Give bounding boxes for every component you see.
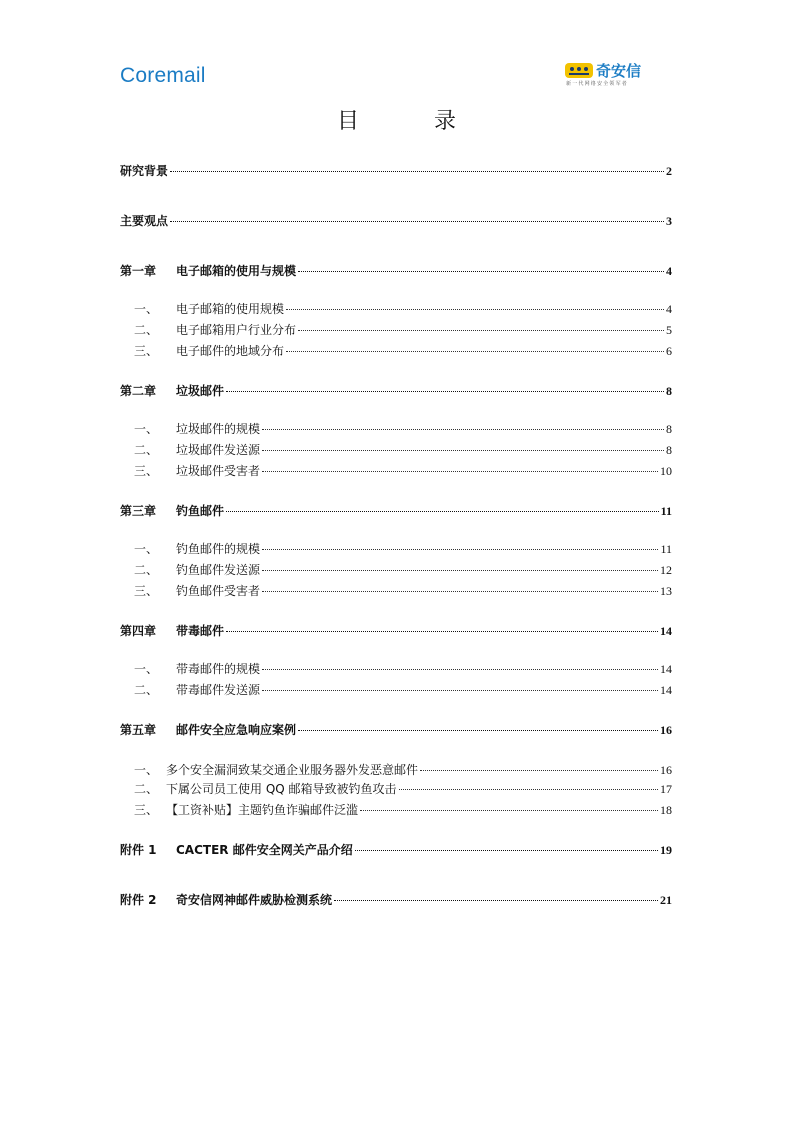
toc-entry-page-number: 13 — [660, 584, 672, 598]
toc-entry-number: 二、 — [134, 563, 159, 577]
toc-section-entry[interactable] — [134, 561, 672, 577]
toc-dot-leader — [355, 850, 658, 851]
toc-dot-leader — [262, 549, 658, 550]
toc-dot-leader — [170, 171, 664, 172]
toc-section-entry[interactable] — [134, 780, 672, 796]
toc-entry-page-number: 16 — [660, 723, 672, 737]
toc-chapter-entry[interactable] — [120, 891, 672, 907]
qianxin-logo-name: 奇安信 — [596, 62, 642, 80]
toc-chapter-entry[interactable] — [120, 841, 672, 857]
toc-entry-title: 电子邮箱的使用与规模 — [176, 264, 297, 278]
toc-entry-page-number: 5 — [666, 323, 672, 337]
toc-chapter-entry[interactable] — [120, 502, 672, 518]
toc-entry-title: 【工资补贴】主题钓鱼诈骗邮件泛滥 — [166, 803, 359, 817]
toc-entry-title: 下属公司员工使用 QQ 邮箱导致被钓鱼攻击 — [166, 782, 397, 796]
toc-entry-title: 奇安信网神邮件威胁检测系统 — [176, 893, 333, 907]
toc-entry-page-number: 14 — [660, 624, 672, 638]
toc-entry-title: 钓鱼邮件受害者 — [176, 584, 261, 598]
toc-entry-number: 一、 — [134, 662, 159, 676]
toc-dot-leader — [334, 900, 658, 901]
toc-entry-title: 电子邮箱的使用规模 — [176, 302, 285, 316]
toc-dot-leader — [298, 330, 664, 331]
toc-dot-leader — [360, 810, 658, 811]
toc-chapter-entry[interactable] — [120, 382, 672, 398]
toc-entry-number: 第五章 — [120, 723, 157, 737]
toc-dot-leader — [298, 271, 664, 272]
toc-entry-number: 三、 — [134, 464, 159, 478]
toc-entry-title: 钓鱼邮件 — [176, 504, 225, 518]
toc-entry-number: 二、 — [134, 683, 159, 697]
toc-dot-leader — [286, 351, 664, 352]
toc-entry-page-number: 11 — [660, 542, 672, 556]
toc-entry-page-number: 12 — [660, 563, 672, 577]
toc-entry-page-number: 8 — [666, 422, 672, 436]
toc-section-entry[interactable] — [134, 321, 672, 337]
toc-chapter-entry[interactable] — [120, 162, 672, 178]
toc-section-entry[interactable] — [134, 801, 672, 817]
toc-entry-page-number: 8 — [666, 443, 672, 457]
qianxin-mascot-icon — [564, 60, 594, 80]
toc-chapter-entry[interactable] — [120, 262, 672, 278]
coremail-logo: Coremail — [120, 64, 206, 87]
toc-section-entry[interactable] — [134, 761, 672, 777]
toc-entry-page-number: 10 — [660, 464, 672, 478]
toc-section-entry[interactable] — [134, 441, 672, 457]
toc-entry-page-number: 14 — [660, 683, 672, 697]
toc-entry-page-number: 3 — [666, 214, 672, 228]
toc-chapter-entry[interactable] — [120, 212, 672, 228]
toc-entry-title: 带毒邮件发送源 — [176, 683, 261, 697]
toc-entry-title: CACTER 邮件安全网关产品介绍 — [176, 843, 353, 857]
toc-entry-title: 带毒邮件 — [176, 624, 225, 638]
toc-dot-leader — [262, 570, 658, 571]
toc-entry-number: 一、 — [134, 422, 159, 436]
toc-dot-leader — [226, 631, 658, 632]
toc-entry-page-number: 4 — [666, 264, 672, 278]
toc-section-entry[interactable] — [134, 540, 672, 556]
toc-entry-number: 附件 1 — [120, 843, 157, 857]
toc-entry-number: 三、 — [134, 584, 159, 598]
toc-entry-number: 二、 — [134, 323, 159, 337]
toc-entry-title: 垃圾邮件的规模 — [176, 422, 261, 436]
toc-section-entry[interactable] — [134, 342, 672, 358]
toc-entry-title: 垃圾邮件受害者 — [176, 464, 261, 478]
toc-section-entry[interactable] — [134, 681, 672, 697]
toc-section-entry[interactable] — [134, 420, 672, 436]
toc-entry-number: 一、 — [134, 763, 159, 777]
toc-entry-number: 一、 — [134, 302, 159, 316]
toc-dot-leader — [262, 591, 658, 592]
toc-dot-leader — [420, 770, 658, 771]
toc-chapter-entry[interactable] — [120, 721, 672, 737]
toc-dot-leader — [262, 471, 658, 472]
qianxin-logo — [564, 58, 664, 88]
toc-entry-title: 邮件安全应急响应案例 — [176, 723, 297, 737]
toc-entry-page-number: 21 — [660, 893, 672, 907]
toc-entry-title: 多个安全漏洞致某交通企业服务器外发恶意邮件 — [166, 763, 419, 777]
toc-entry-number: 第一章 — [120, 264, 157, 278]
toc-entry-number: 第四章 — [120, 624, 157, 638]
toc-dot-leader — [170, 221, 664, 222]
toc-entry-page-number: 16 — [660, 763, 672, 777]
toc-dot-leader — [262, 690, 658, 691]
toc-section-entry[interactable] — [134, 462, 672, 478]
toc-dot-leader — [262, 429, 664, 430]
toc-entry-title: 电子邮件的地域分布 — [176, 344, 285, 358]
toc-entry-number: 第二章 — [120, 384, 157, 398]
toc-dot-leader — [226, 511, 659, 512]
toc-entry-page-number: 6 — [666, 344, 672, 358]
toc-chapter-entry[interactable] — [120, 622, 672, 638]
toc-dot-leader — [399, 789, 658, 790]
toc-entry-number: 二、 — [134, 443, 159, 457]
toc-entry-title: 钓鱼邮件的规模 — [176, 542, 261, 556]
toc-entry-page-number: 4 — [666, 302, 672, 316]
toc-entry-title: 研究背景 — [120, 164, 169, 178]
toc-entry-title: 主要观点 — [120, 214, 169, 228]
toc-entry-page-number: 17 — [660, 782, 672, 796]
toc-section-entry[interactable] — [134, 300, 672, 316]
toc-entry-page-number: 14 — [660, 662, 672, 676]
toc-entry-number: 第三章 — [120, 504, 157, 518]
toc-entry-number: 三、 — [134, 344, 159, 358]
toc-entry-title: 带毒邮件的规模 — [176, 662, 261, 676]
toc-entry-number: 附件 2 — [120, 893, 157, 907]
toc-entry-title: 电子邮箱用户行业分布 — [176, 323, 297, 337]
toc-dot-leader — [262, 450, 664, 451]
toc-entry-page-number: 11 — [660, 504, 672, 518]
toc-entry-title: 垃圾邮件发送源 — [176, 443, 261, 457]
toc-dot-leader — [226, 391, 664, 392]
toc-section-entry[interactable] — [134, 660, 672, 676]
toc-dot-leader — [298, 730, 658, 731]
toc-entry-title: 垃圾邮件 — [176, 384, 225, 398]
toc-section-entry[interactable] — [134, 582, 672, 598]
toc-entry-number: 三、 — [134, 803, 159, 817]
toc-dot-leader — [286, 309, 664, 310]
toc-entry-page-number: 18 — [660, 803, 672, 817]
toc-entry-page-number: 8 — [666, 384, 672, 398]
toc-entry-page-number: 2 — [666, 164, 672, 178]
toc-entry-number: 一、 — [134, 542, 159, 556]
toc-dot-leader — [262, 669, 658, 670]
page-title: 目 录 — [337, 109, 490, 134]
toc-entry-title: 钓鱼邮件发送源 — [176, 563, 261, 577]
qianxin-logo-slogan: 新一代网络安全领军者 — [566, 81, 629, 87]
toc-entry-number: 二、 — [134, 782, 159, 796]
toc-entry-page-number: 19 — [660, 843, 672, 857]
